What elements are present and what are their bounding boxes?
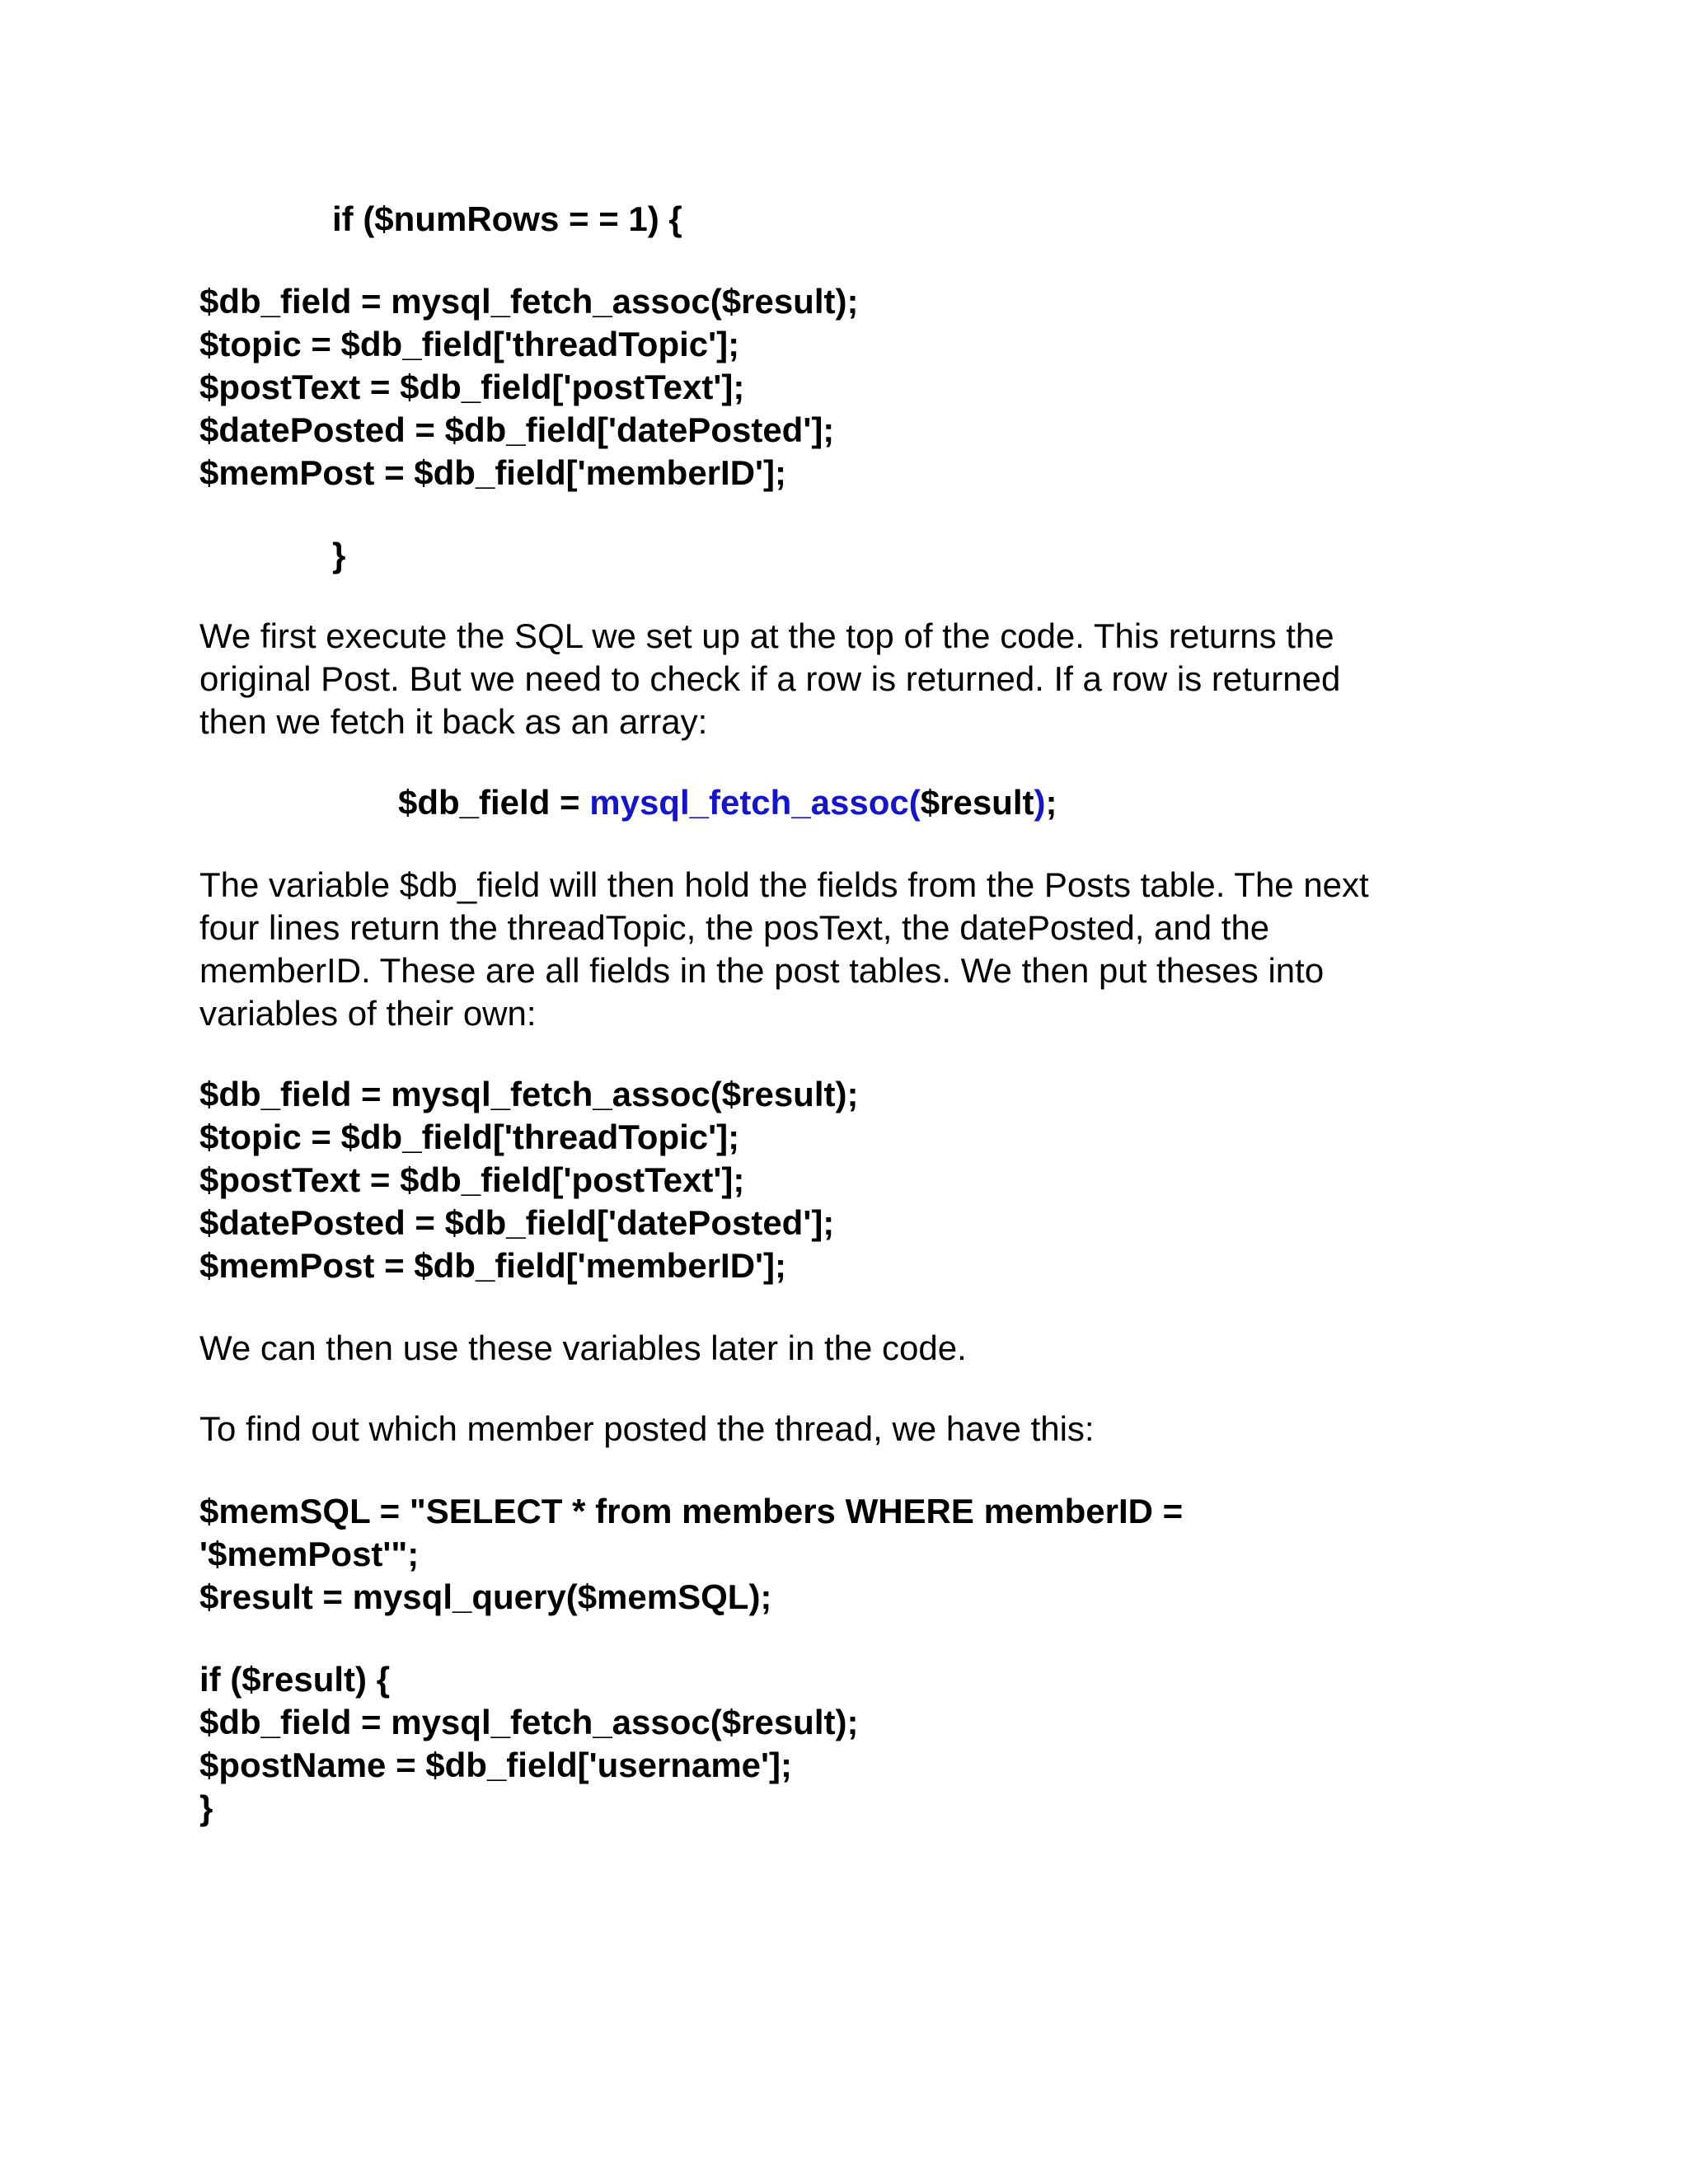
code-line: $db_field = mysql_fetch_assoc($result);	[199, 282, 859, 321]
code-fragment: $result	[920, 783, 1034, 822]
highlighted-code-line	[398, 781, 1057, 824]
code-line: $topic = $db_field['threadTopic'];	[199, 325, 740, 363]
paragraph-line: We can then use these variables later in the code.	[199, 1329, 967, 1367]
code-fragment: $db_field =	[398, 783, 590, 822]
function-name-highlight: mysql_fetch_assoc(	[589, 783, 921, 822]
paragraph-line: four lines return the threadTopic, the posText, the datePosted, and the	[199, 908, 1270, 947]
paragraph-line: original Post. But we need to check if a row is returned. If a row is returned	[199, 659, 1341, 698]
code-line: if ($result) {	[199, 1660, 391, 1699]
paragraph-line: The variable $db_field will then hold the fields from the Posts table. The next	[199, 865, 1369, 904]
paragraph-line: memberID. These are all fields in the post tables. We then put theses into	[199, 951, 1325, 990]
paragraph-line: variables of their own:	[199, 994, 537, 1033]
code-if-open: if ($numRows = = 1) {	[332, 199, 682, 238]
code-fragment: ;	[1045, 783, 1057, 822]
code-line: $db_field = mysql_fetch_assoc($result);	[199, 1703, 859, 1741]
paragraph-line: then we fetch it back as an array:	[199, 702, 708, 741]
code-line: $memSQL = "SELECT * from members WHERE memberID =	[199, 1492, 1184, 1530]
code-line: $memPost = $db_field['memberID'];	[199, 453, 786, 492]
code-line: $result = mysql_query($memSQL);	[199, 1577, 772, 1616]
paragraph-line: To find out which member posted the thread, we have this:	[199, 1409, 1095, 1448]
code-line: $postName = $db_field['username'];	[199, 1746, 793, 1784]
code-close-brace: }	[199, 1788, 213, 1827]
code-line: $postText = $db_field['postText'];	[199, 1160, 745, 1199]
code-line: '$memPost'";	[199, 1535, 420, 1573]
code-line: $topic = $db_field['threadTopic'];	[199, 1118, 740, 1156]
code-line: $db_field = mysql_fetch_assoc($result);	[199, 1075, 859, 1113]
code-line: $datePosted = $db_field['datePosted'];	[199, 1203, 835, 1242]
code-line: $postText = $db_field['postText'];	[199, 368, 745, 406]
code-line: $datePosted = $db_field['datePosted'];	[199, 410, 835, 449]
code-close-brace: }	[332, 536, 346, 574]
code-line: $memPost = $db_field['memberID'];	[199, 1246, 786, 1285]
paragraph-line: We first execute the SQL we set up at the top of the code. This returns the	[199, 616, 1334, 655]
paren-highlight: )	[1034, 783, 1046, 822]
